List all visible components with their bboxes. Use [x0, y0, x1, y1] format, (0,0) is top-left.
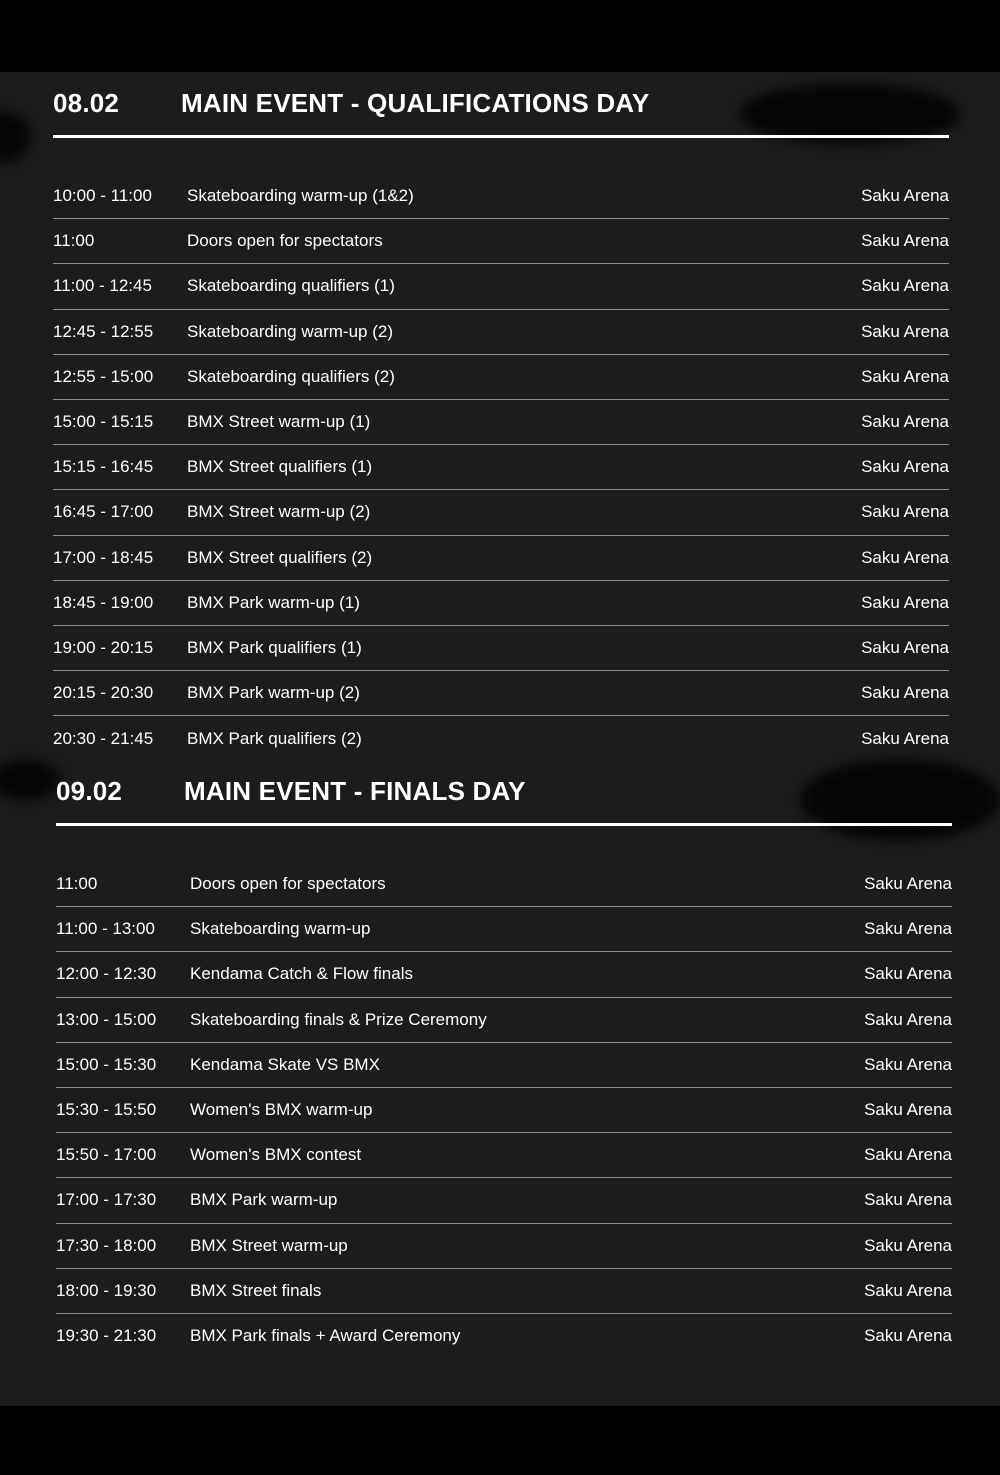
- event-venue: Saku Arena: [864, 1145, 952, 1165]
- event-name: Skateboarding qualifiers (2): [187, 366, 395, 386]
- event-time: 11:00 - 12:45: [53, 276, 152, 296]
- event-time: 16:45 - 17:00: [53, 502, 154, 522]
- event-name: BMX Park qualifiers (1): [187, 637, 362, 657]
- event-time: 17:00 - 18:45: [53, 547, 154, 567]
- event-name: BMX Street finals: [190, 1280, 322, 1300]
- event-venue: Saku Arena: [861, 683, 949, 703]
- schedule-row[interactable]: [53, 219, 949, 264]
- schedule-list: [53, 174, 949, 761]
- event-name: BMX Park qualifiers (2): [187, 728, 362, 748]
- schedule-row[interactable]: [56, 1043, 952, 1088]
- event-time: 12:00 - 12:30: [56, 964, 157, 984]
- schedule-row[interactable]: [56, 1224, 952, 1269]
- event-venue: Saku Arena: [861, 592, 949, 612]
- event-venue: Saku Arena: [861, 547, 949, 567]
- schedule-list: [56, 862, 952, 1359]
- event-name: BMX Street warm-up (1): [187, 412, 371, 432]
- event-time: 11:00 - 13:00: [56, 919, 155, 939]
- event-name: BMX Park finals + Award Ceremony: [190, 1326, 461, 1346]
- event-venue: Saku Arena: [864, 874, 952, 894]
- event-name: BMX Street warm-up: [190, 1235, 348, 1255]
- event-name: BMX Park warm-up: [190, 1190, 338, 1210]
- event-time: 17:30 - 18:00: [56, 1235, 157, 1255]
- event-time: 12:45 - 12:55: [53, 321, 154, 341]
- event-venue: Saku Arena: [864, 1009, 952, 1029]
- event-venue: Saku Arena: [864, 1190, 952, 1210]
- schedule-row[interactable]: [53, 174, 949, 219]
- schedule-row[interactable]: [53, 626, 949, 671]
- day-heading: [53, 72, 949, 138]
- event-time: 15:30 - 15:50: [56, 1100, 157, 1120]
- event-time: 18:00 - 19:30: [56, 1280, 157, 1300]
- schedule-row[interactable]: [56, 1178, 952, 1223]
- day-date: 09.02: [56, 776, 123, 806]
- schedule-row[interactable]: [53, 310, 949, 355]
- event-name: Skateboarding qualifiers (1): [187, 276, 395, 296]
- schedule-row[interactable]: [56, 1314, 952, 1359]
- event-time: 20:15 - 20:30: [53, 683, 154, 703]
- event-time: 13:00 - 15:00: [56, 1009, 157, 1029]
- day-date: 08.02: [53, 88, 120, 118]
- schedule-row[interactable]: [53, 581, 949, 626]
- event-venue: Saku Arena: [864, 1280, 952, 1300]
- schedule-day-1: [0, 72, 1000, 760]
- event-time: 15:00 - 15:30: [56, 1054, 157, 1074]
- schedule-row[interactable]: [53, 355, 949, 400]
- event-venue: Saku Arena: [861, 276, 949, 296]
- schedule-row[interactable]: [53, 536, 949, 581]
- event-venue: Saku Arena: [864, 1100, 952, 1120]
- event-name: BMX Street qualifiers (1): [187, 457, 373, 477]
- event-name: Skateboarding finals & Prize Ceremony: [190, 1009, 487, 1029]
- event-venue: Saku Arena: [861, 321, 949, 341]
- schedule-row[interactable]: [53, 716, 949, 761]
- event-time: 20:30 - 21:45: [53, 728, 154, 748]
- event-venue: Saku Arena: [861, 637, 949, 657]
- event-name: Skateboarding warm-up (1&2): [187, 186, 414, 206]
- schedule-row[interactable]: [56, 952, 952, 997]
- event-venue: Saku Arena: [864, 964, 952, 984]
- event-time: 19:30 - 21:30: [56, 1326, 157, 1346]
- event-venue: Saku Arena: [864, 919, 952, 939]
- event-venue: Saku Arena: [861, 186, 949, 206]
- event-venue: Saku Arena: [864, 1235, 952, 1255]
- day-heading: [56, 760, 952, 826]
- event-time: 15:50 - 17:00: [56, 1145, 157, 1165]
- event-time: 19:00 - 20:15: [53, 637, 154, 657]
- schedule-row[interactable]: [53, 445, 949, 490]
- event-name: Doors open for spectators: [187, 231, 383, 251]
- schedule-row[interactable]: [56, 1088, 952, 1133]
- event-time: 12:55 - 15:00: [53, 366, 154, 386]
- event-name: Kendama Skate VS BMX: [190, 1054, 380, 1074]
- event-name: BMX Street qualifiers (2): [187, 547, 373, 567]
- schedule-row[interactable]: [53, 671, 949, 716]
- event-time: 10:00 - 11:00: [53, 186, 152, 206]
- event-venue: Saku Arena: [861, 728, 949, 748]
- event-name: BMX Park warm-up (1): [187, 592, 360, 612]
- schedule-row[interactable]: [53, 490, 949, 535]
- schedule-row[interactable]: [56, 907, 952, 952]
- event-time: 18:45 - 19:00: [53, 592, 154, 612]
- schedule-row[interactable]: [56, 998, 952, 1043]
- day-title: MAIN EVENT - FINALS DAY: [184, 776, 526, 806]
- event-time: 11:00: [53, 231, 95, 251]
- day-title: MAIN EVENT - QUALIFICATIONS DAY: [181, 88, 650, 118]
- event-name: Women's BMX contest: [190, 1145, 362, 1165]
- decorative-blur: [0, 760, 60, 800]
- event-name: BMX Street warm-up (2): [187, 502, 371, 522]
- decorative-blur: [0, 112, 30, 162]
- schedule-day-2: [0, 760, 1000, 1406]
- event-name: BMX Park warm-up (2): [187, 683, 360, 703]
- event-time: 11:00: [56, 874, 98, 894]
- event-venue: Saku Arena: [864, 1326, 952, 1346]
- event-venue: Saku Arena: [861, 366, 949, 386]
- event-venue: Saku Arena: [864, 1054, 952, 1074]
- event-name: Doors open for spectators: [190, 874, 386, 894]
- event-time: 15:00 - 15:15: [53, 412, 154, 432]
- schedule-row[interactable]: [53, 400, 949, 445]
- event-time: 17:00 - 17:30: [56, 1190, 157, 1210]
- event-venue: Saku Arena: [861, 457, 949, 477]
- event-name: Skateboarding warm-up: [190, 919, 371, 939]
- event-time: 15:15 - 16:45: [53, 457, 154, 477]
- event-name: Kendama Catch & Flow finals: [190, 964, 413, 984]
- event-venue: Saku Arena: [861, 231, 949, 251]
- event-name: Skateboarding warm-up (2): [187, 321, 393, 341]
- schedule-row[interactable]: [53, 264, 949, 309]
- schedule-row[interactable]: [56, 1133, 952, 1178]
- schedule-row[interactable]: [56, 1269, 952, 1314]
- event-venue: Saku Arena: [861, 412, 949, 432]
- event-venue: Saku Arena: [861, 502, 949, 522]
- schedule-row[interactable]: [56, 862, 952, 907]
- event-name: Women's BMX warm-up: [190, 1100, 373, 1120]
